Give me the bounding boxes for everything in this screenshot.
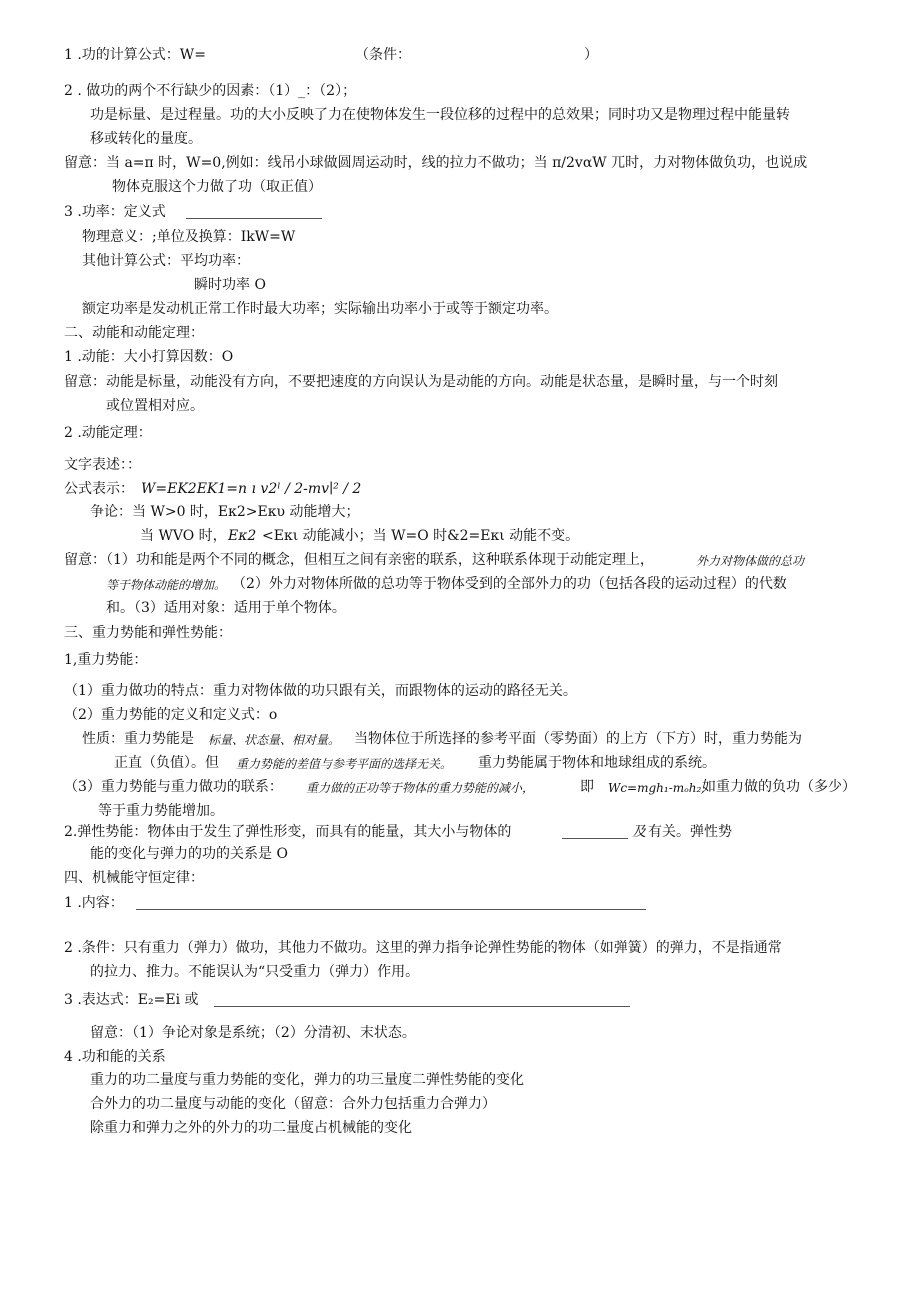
gravitational-pe-definition: （2）重力势能的定义和定义式：o [64, 707, 278, 723]
elastic-pe-blank [562, 826, 628, 839]
elastic-pe-cont: 能的变化与弹力的功的关系是 O [90, 846, 288, 862]
kinetic-energy-note-cont: 或位置相对应。 [106, 398, 204, 414]
pe-gravity-link-formula: Wc=mgh₁-mₒh₂; [608, 781, 706, 795]
relation-other-forces: 除重力和弹力之外的外力的功二量度占机械能的变化 [90, 1120, 412, 1136]
work-energy-note-italic: 外力对物体做的总功 [696, 554, 805, 568]
work-energy-note-italic-cont: 等于物体动能的增加。 [106, 578, 227, 592]
work-scalar-text-cont: 移或转化的量度。 [90, 131, 202, 147]
pe-gravity-link-b: 重力做的正功等于物体的重力势能的减小， [306, 781, 535, 795]
work-note: 留意：当 a=π 时，W=0,例如：线吊小球做圆周运动时，线的拉力不做功；当 π/2vαW 兀时，力对物体做负功，也说成 [64, 155, 808, 171]
elastic-pe-tail: 有关。弹性势 [648, 824, 732, 840]
pe-property-e: 重力势能的差值与参考平面的选择无关。 [236, 757, 453, 771]
power-definition: 3 .功率：定义式 [64, 204, 166, 220]
pe-property-b: 标量、状态量、相对量。 [208, 733, 341, 747]
conservation-content: 1 .内容： [64, 895, 124, 911]
power-definition-blank [186, 206, 322, 219]
kinetic-energy-def: 1 .动能：大小打算因数：O [64, 349, 234, 365]
work-factors-line: 2 . 做功的两个不行缺少的因素：（1）_：（2）； [64, 83, 357, 99]
section-kinetic-energy: 二、动能和动能定理： [64, 325, 204, 341]
pe-property-c: 当物体位于所选择的参考平面（零势面）的上方（下方）时，重力势能为 [354, 731, 802, 747]
conservation-note: 留意：（1）争论对象是系统；（2）分清初、末状态。 [90, 1025, 416, 1041]
conservation-condition: 2 .条件：只有重力（弹力）做功，其他力不做功。这里的弹力指争论弹性势能的物体（如弹簧）的弹力，不是指通常 [64, 940, 782, 956]
gravitational-pe-heading: 1,重力势能： [64, 652, 148, 668]
kinetic-theorem: 2 .动能定理： [64, 425, 152, 441]
section-potential-energy: 三、重力势能和弹性势能： [64, 625, 232, 641]
power-other-formulas: 其他计算公式：平均功率： [82, 253, 250, 269]
conservation-expression: 3 .表达式：E₂=Ei 或 [64, 992, 199, 1008]
pe-property-f: 重力势能属于物体和地球组成的系统。 [478, 755, 716, 771]
kinetic-energy-note: 留意：动能是标量，动能没有方向，不要把速度的方向误认为是动能的方向。动能是状态量，是瞬时量，与一个时刻 [64, 374, 778, 390]
pe-property-a: 性质：重力势能是 [82, 731, 194, 747]
work-energy-note-end: 和。（3）适用对象：适用于单个物体。 [106, 600, 346, 616]
work-scalar-text: 功是标量、是过程量。功的大小反映了力在使物体发生一段位移的过程中的总效果；同时功又是物理过程中能量转 [90, 107, 790, 123]
work-formula-line: 1 .功的计算公式：W= [64, 47, 206, 63]
discussion-positive: 争论：当 W>0 时，Eκ2>Eκυ 动能增大； [90, 504, 360, 520]
discussion-negative-a: 当 WVO 时， [140, 528, 227, 544]
elastic-pe-and: 及 [632, 824, 646, 840]
relation-gravity-elastic: 重力的功二量度与重力势能的变化，弹力的功三量度二弹性势能的变化 [90, 1072, 524, 1088]
work-energy-relation-heading: 4 .功和能的关系 [64, 1049, 166, 1065]
elastic-pe-line: 2.弹性势能：物体由于发生了弹性形变，而具有的能量，其大小与物体的 [64, 824, 512, 840]
work-energy-note: 留意：（1）功和能是两个不同的概念，但相互之间有亲密的联系，这种联系体现于动能定理上， [64, 552, 654, 568]
gravity-work-feature: （1）重力做功的特点：重力对物体做的功只跟有关，而跟物体的运动的路径无关。 [64, 683, 577, 699]
discussion-negative-c: <Eκι 动能减小；当 W=O 时&2=Eκι 动能不变。 [262, 528, 580, 544]
pe-gravity-link-a: （3）重力势能与重力做功的联系： [64, 779, 283, 795]
pe-gravity-link-d: 如重力做的负功（多少） [702, 779, 856, 795]
conservation-condition-cont: 的拉力、推力。不能误认为“只受重力（弹力）作用。 [90, 964, 420, 980]
conservation-content-blank [136, 897, 646, 910]
work-energy-note-cont: （2）外力对物体所做的总功等于物体受到的全部外力的功（包括各段的运动过程）的代数 [232, 576, 787, 592]
formula-label: 公式表示： [64, 481, 134, 497]
work-condition-close: ） [584, 47, 598, 63]
pe-gravity-link-end: 等于重力势能增加。 [98, 803, 224, 819]
rated-power-note: 额定功率是发动机正常工作时最大功率；实际输出功率小于或等于额定功率。 [82, 301, 558, 317]
relation-net-force: 合外力的功二量度与动能的变化（留意：合外力包括重力合弹力） [90, 1096, 496, 1112]
work-note-cont: 物体克服这个力做了功（取正值） [112, 179, 322, 195]
text-statement: 文字表述：： [64, 457, 141, 473]
discussion-negative-b: Eκ2 [228, 528, 257, 544]
kinetic-theorem-formula: W=EK2EK1=n ı v2ˡ / 2-mv∣² / 2 [141, 481, 362, 497]
pe-property-d: 正直（负值）。但 [114, 755, 219, 771]
section-mechanical-energy: 四、机械能守恒定律： [64, 870, 204, 886]
conservation-expression-blank [214, 994, 630, 1007]
instantaneous-power: 瞬时功率 O [194, 277, 266, 293]
work-condition-label: （条件： [355, 47, 411, 63]
pe-gravity-link-c: 即 [580, 779, 594, 795]
power-meaning: 物理意义：;单位及换算：IkW=W [82, 229, 296, 245]
